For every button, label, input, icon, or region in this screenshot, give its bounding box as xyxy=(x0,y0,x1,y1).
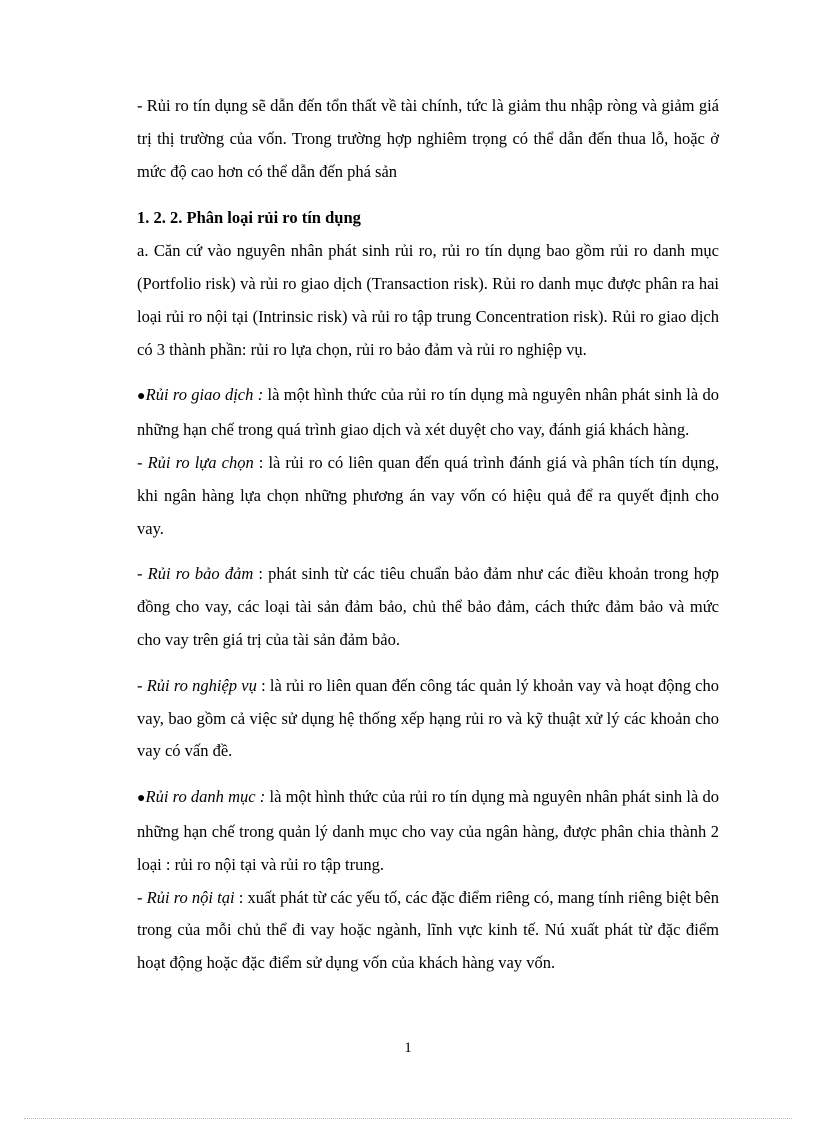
definition-text: : xuất phát từ các yếu tố, các đặc điểm riêng có, mang tính riêng biệt bên trong của mỗi chủ thể đi vay hoặc ngành, lĩnh vực kinh tế. Nú xuất phát từ đặc điểm hoạt động hoặc đặc điểm sử dụng vốn của khách hàng vay vốn. xyxy=(137,887,720,973)
bullet-transaction-risk xyxy=(137,379,719,447)
term-portfolio-risk: Rủi ro danh mục : xyxy=(145,787,266,807)
item-intrinsic-risk xyxy=(137,882,719,980)
item-collateral-risk xyxy=(137,558,719,656)
dash-marker: - xyxy=(137,452,148,472)
definition-text: là một hình thức của rủi ro tín dụng mà nguyên nhân phát sinh là do những hạn chế trong quản lý danh mục cho vay của ngân hàng, được phân chia thành 2 loại : rủi ro nội tại và rủi ro tập trung. xyxy=(137,787,719,874)
page-footer-divider xyxy=(24,1118,792,1119)
term-collateral-risk: Rủi ro bảo đảm xyxy=(147,564,254,584)
term-intrinsic-risk: Rủi ro nội tại xyxy=(146,887,235,907)
item-selection-risk xyxy=(137,447,719,545)
definition-text: là một hình thức của rủi ro tín dụng mà nguyên nhân phát sinh là do những hạn chế trong quá trình giao dịch và xét duyệt cho vay, đánh giá khách hàng. xyxy=(137,385,719,440)
section-heading: 1. 2. 2. Phân loại rủi ro tín dụng xyxy=(137,208,361,228)
paragraph-credit-risk-loss xyxy=(137,90,719,188)
definition-text: : là rủi ro có liên quan đến quá trình đánh giá và phân tích tín dụng, khi ngân hàng lựa chọn những phương án vay vốn có hiệu quả để ra quyết định cho vay. xyxy=(137,452,719,538)
paragraph-text: - Rủi ro tín dụng sẽ dẫn đến tổn thất về tài chính, tức là giảm thu nhập ròng và giảm giá trị thị trường của vốn. Trong trường hợp nghiêm trọng có thể dẫn đến thua lỗ, hoặc ở mức độ cao hơn có thể dẫn đến phá sản xyxy=(137,96,719,181)
dash-marker: - xyxy=(137,564,148,584)
bullet-icon: ● xyxy=(137,791,146,807)
body-text xyxy=(137,90,719,980)
bullet-portfolio-risk xyxy=(137,781,719,881)
bullet-icon: ● xyxy=(137,389,146,405)
dash-marker: - xyxy=(137,887,147,907)
term-selection-risk: Rủi ro lựa chọn xyxy=(147,452,254,472)
dash-marker: - xyxy=(137,675,147,695)
paragraph-classification-basis: a. Căn cứ vào nguyên nhân phát sinh rủi ro, rủi ro tín dụng bao gồm rủi ro danh mục (Portfolio risk) và rủi ro giao dịch (Transaction risk). Rủi ro danh mục được phân ra hai loại rủi ro nội tại (Intrinsic risk) và rủi ro tập trung Concentration risk). Rủi ro giao dịch có 3 thành phần: rủi ro lựa chọn, rủi ro bảo đảm và rủi ro nghiệp vụ. xyxy=(137,241,719,359)
term-operational-risk: Rủi ro nghiệp vụ xyxy=(146,675,257,695)
definition-text: : là rủi ro liên quan đến công tác quản lý khoản vay và hoạt động cho vay, bao gồm cả việc sử dụng hệ thống xếp hạng rủi ro và kỹ thuật xử lý các khoản cho vay có vấn đề. xyxy=(137,675,719,761)
item-operational-risk xyxy=(137,670,719,768)
page-number: 1 xyxy=(404,1040,412,1056)
term-transaction-risk: Rủi ro giao dịch : xyxy=(145,385,264,405)
definition-text: : phát sinh từ các tiêu chuẩn bảo đảm như các điều khoản trong hợp đồng cho vay, các loại tài sản đảm bảo, chủ thể bảo đảm, cách thức đảm bảo và mức cho vay trên giá trị của tài sản đảm bảo. xyxy=(137,564,719,649)
